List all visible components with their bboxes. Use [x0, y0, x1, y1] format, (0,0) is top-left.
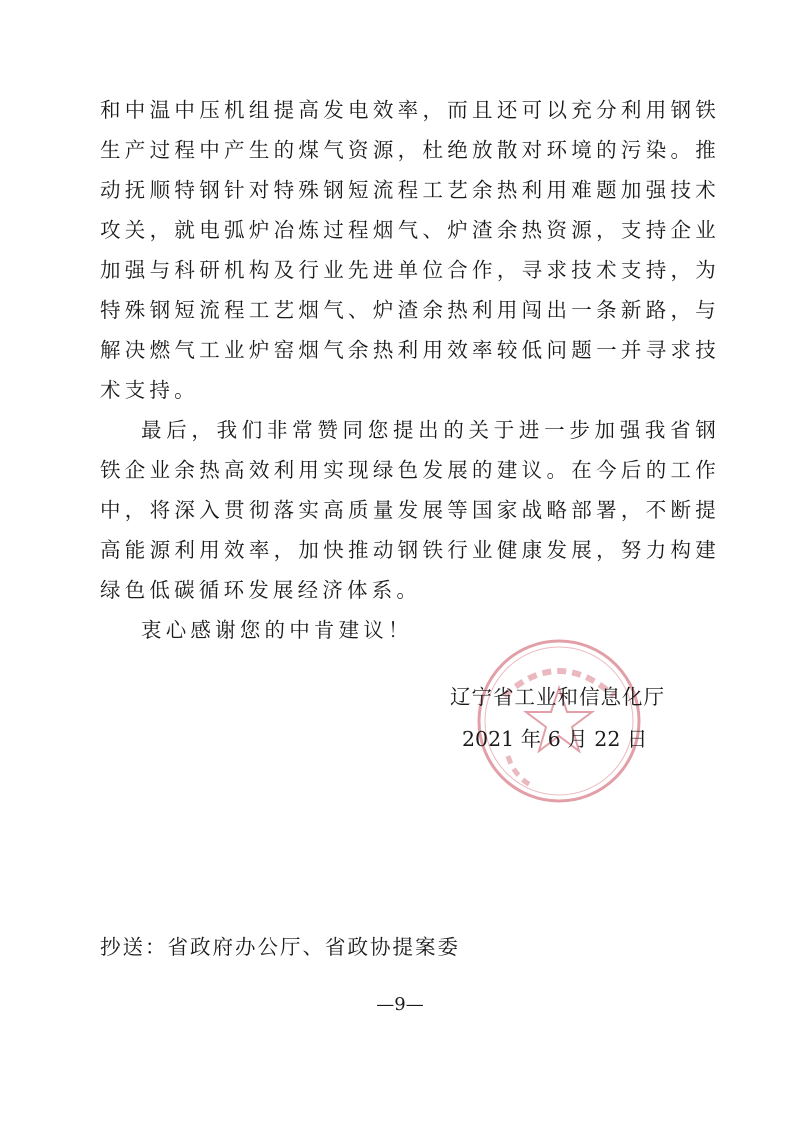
official-seal-icon [474, 636, 644, 806]
cc-line: 抄送：省政府办公厅、省政协提案委 [100, 935, 460, 959]
page-number: —9— [376, 994, 424, 1015]
signature-organization: 辽宁省工业和信息化厅 [450, 685, 665, 709]
paragraph-thanks: 衷心感谢您的中肯建议！ [141, 618, 413, 642]
paragraph-conclusion: 最后，我们非常赞同您提出的关于进一步加强我省钢铁企业余热高效利用实现绿色发展的建议。在今后的工作中，将深入贯彻落实高质量发展等国家战略部署，不断提高能源利用效率，加快推动钢铁行业健康发展，努力构建绿色低碳循环发展经济体系。 [100, 418, 720, 602]
paragraph-continuation: 和中温中压机组提高发电效率，而且还可以充分利用钢铁生产过程中产生的煤气资源，杜绝放散对环境的污染。推动抚顺特钢针对特殊钢短流程工艺余热利用难题加强技术攻关，就电弧炉冶炼过程烟气、炉渣余热资源，支持企业加强与科研机构及行业先进单位合作，寻求技术支持，为特殊钢短流程工艺烟气、炉渣余热利用闯出一条新路，与解决燃气工业炉窑烟气余热利用效率较低问题一并寻求技术支持。 [100, 98, 720, 402]
letter-body [100, 90, 720, 650]
signature-date: 2021 年 6 月 22 日 [462, 727, 648, 751]
